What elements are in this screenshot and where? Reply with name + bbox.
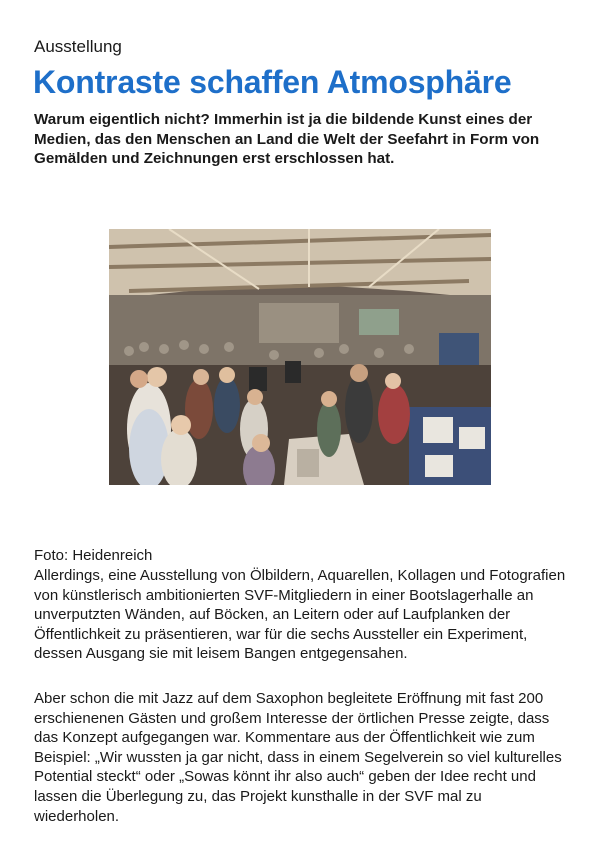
photo-credit: Foto: Heidenreich [34, 547, 153, 564]
body-paragraph-1: Allerdings, eine Ausstellung von Ölbildern, Aquarellen, Kollagen und Fotografien von künstlerisch ambitionierten SVF-Mitgliedern in einer Bootslagerhalle an unverputzten Wänden, auf Böcken, an Leitern oder auf Laufplanken der Öffentlichkeit zu präsentieren, war für die sechs Aussteller ein Experiment, dessen Ausgang sie mit leisem Bangen entgegensahen. [34, 567, 566, 663]
kicker: Ausstellung [34, 37, 122, 56]
lead-paragraph: Warum eigentlich nicht? Immerhin ist ja die bildende Kunst eines der Medien, das den Menschen an Land die Welt der Seefahrt in Form von Gemälden und Zeichnungen erst erschlossen hat. [34, 111, 540, 167]
headline: Kontraste schaffen Atmosphäre [33, 64, 512, 100]
exhibition-photo [109, 229, 491, 485]
body-paragraph-2: Aber schon die mit Jazz auf dem Saxophon begleitete Eröffnung mit fast 200 erschienenen Gästen und großem Interesse der örtlichen Presse zeigte, dass das Konzept aufgegangen war. Kommentare aus der Öffentlichkeit wie zum Beispiel: „Wir wussten ja gar nicht, dass in einem Segelverein so viel kulturelles Potential steckt“ oder „Sowas könnt ihr also auch“ geben der Idee recht und lassen die Überlegung zu, das Projekt kunsthalle in der SVF mal zu wiederholen. [34, 690, 562, 825]
